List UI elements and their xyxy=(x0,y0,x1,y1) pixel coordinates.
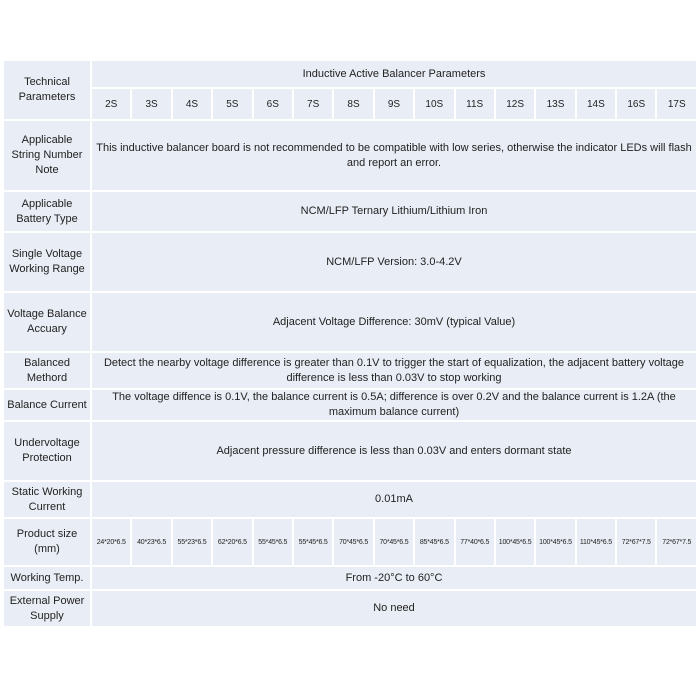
series-cell: 12S xyxy=(496,89,534,119)
series-cell: 7S xyxy=(294,89,332,119)
row-label: Single Voltage Working Range xyxy=(4,233,90,291)
table-row xyxy=(4,390,696,420)
size-cell: 40*23*6.5 xyxy=(132,519,170,565)
row-label: Static Working Current xyxy=(4,482,90,517)
table-row xyxy=(4,591,696,626)
row-value: No need xyxy=(92,591,696,626)
header-row xyxy=(4,61,696,87)
table-row xyxy=(4,422,696,480)
table-row xyxy=(4,233,696,291)
row-value: This inductive balancer board is not recommended to be compatible with low series, otherwise the indicator LEDs will flash and report an error. xyxy=(92,121,696,190)
size-cell: 72*67*7.5 xyxy=(657,519,696,565)
row-label: Balance Current xyxy=(4,390,90,420)
series-cell: 3S xyxy=(132,89,170,119)
row-value: From -20°C to 60°C xyxy=(92,567,696,589)
series-cell: 10S xyxy=(415,89,453,119)
parameters-table xyxy=(2,59,698,628)
series-cell: 5S xyxy=(213,89,251,119)
series-cell: 6S xyxy=(254,89,292,119)
size-cell: 70*45*6.5 xyxy=(334,519,372,565)
row-label: Applicable String Number Note xyxy=(4,121,90,190)
size-cell: 110*45*6.5 xyxy=(577,519,615,565)
series-cell: 8S xyxy=(334,89,372,119)
table-row xyxy=(4,192,696,231)
size-cell: 62*20*6.5 xyxy=(213,519,251,565)
size-cell: 70*45*6.5 xyxy=(375,519,413,565)
row-value: 0.01mA xyxy=(92,482,696,517)
series-cell: 4S xyxy=(173,89,211,119)
table-row xyxy=(4,519,696,565)
series-cell: 2S xyxy=(92,89,130,119)
size-cell: 55*23*6.5 xyxy=(173,519,211,565)
table-row xyxy=(4,293,696,351)
row-value: NCM/LFP Version: 3.0-4.2V xyxy=(92,233,696,291)
row-label: Applicable Battery Type xyxy=(4,192,90,231)
series-cell: 14S xyxy=(577,89,615,119)
table-row xyxy=(4,121,696,190)
size-cell: 55*45*6.5 xyxy=(254,519,292,565)
row-value: Adjacent Voltage Difference: 30mV (typical Value) xyxy=(92,293,696,351)
series-cell: 11S xyxy=(456,89,494,119)
corner-label: Technical Parameters xyxy=(4,61,90,119)
table-row xyxy=(4,353,696,388)
size-cell: 85*45*6.5 xyxy=(415,519,453,565)
size-cell: 55*45*6.5 xyxy=(294,519,332,565)
size-cell: 77*40*6.5 xyxy=(456,519,494,565)
series-row xyxy=(4,89,696,119)
row-label: Balanced Methord xyxy=(4,353,90,388)
row-label: Product size (mm) xyxy=(4,519,90,565)
series-cell: 16S xyxy=(617,89,655,119)
row-value: Detect the nearby voltage difference is greater than 0.1V to trigger the start of equalization, the adjacent battery voltage difference is less than 0.03V to stop working xyxy=(92,353,696,388)
row-label: Undervoltage Protection xyxy=(4,422,90,480)
table-row xyxy=(4,567,696,589)
row-label: External Power Supply xyxy=(4,591,90,626)
table-title: Inductive Active Balancer Parameters xyxy=(92,61,696,87)
series-cell: 9S xyxy=(375,89,413,119)
size-cell: 72*67*7.5 xyxy=(617,519,655,565)
size-cell: 100*45*6.5 xyxy=(536,519,574,565)
size-cell: 24*20*6.5 xyxy=(92,519,130,565)
size-cell: 100*45*6.5 xyxy=(496,519,534,565)
row-value: NCM/LFP Ternary Lithium/Lithium Iron xyxy=(92,192,696,231)
row-label: Voltage Balance Accuary xyxy=(4,293,90,351)
row-value: Adjacent pressure difference is less than 0.03V and enters dormant state xyxy=(92,422,696,480)
series-cell: 17S xyxy=(657,89,696,119)
row-value: The voltage diffence is 0.1V, the balance current is 0.5A; difference is over 0.2V and the balance current is 1.2A (the maximum balance current) xyxy=(92,390,696,420)
series-cell: 13S xyxy=(536,89,574,119)
table-row xyxy=(4,482,696,517)
row-label: Working Temp. xyxy=(4,567,90,589)
